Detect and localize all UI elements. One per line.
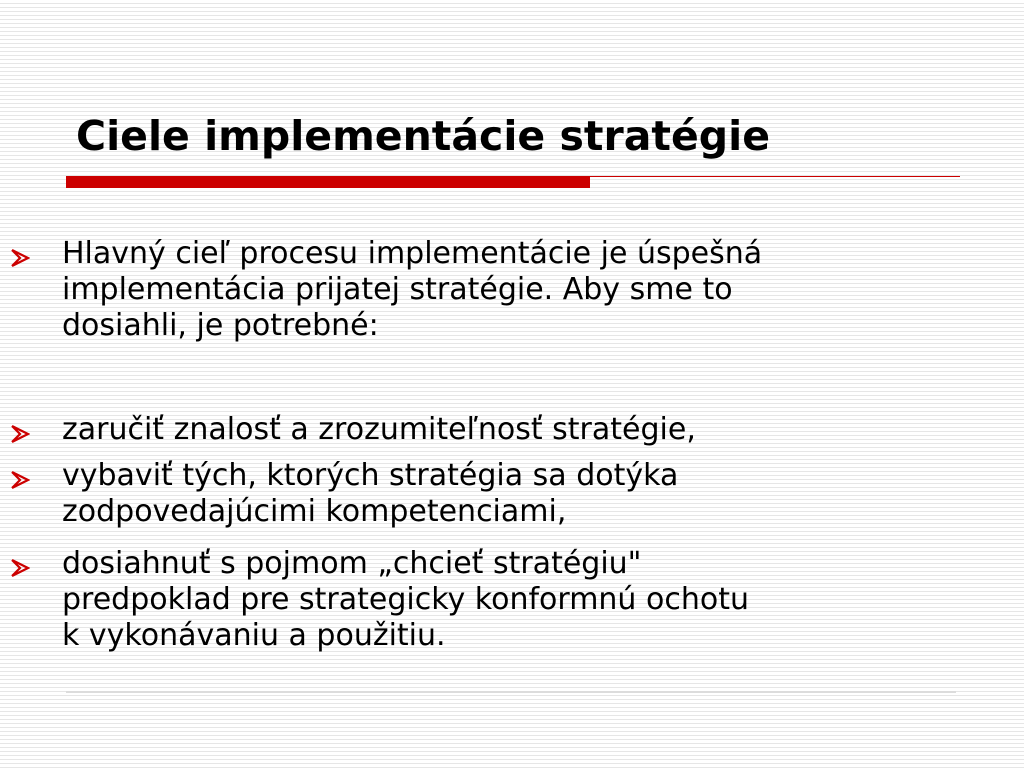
bullet-line: k vykonávaniu a použitiu. xyxy=(62,618,446,653)
footer-rule xyxy=(66,691,956,693)
bullet-line: predpoklad pre strategicky konformnú ochotu xyxy=(62,582,749,617)
bullet-text xyxy=(62,546,749,654)
bullet-line: vybaviť tých, ktorých stratégia sa dotýka xyxy=(62,458,679,493)
bullet-line: implementácia prijatej stratégie. Aby sme to xyxy=(62,272,733,307)
bullet-line: zaručiť znalosť a zrozumiteľnosť stratégie, xyxy=(62,412,696,447)
slide-title: Ciele implementácie stratégie xyxy=(76,112,770,160)
bullet-line: dosiahli, je potrebné: xyxy=(62,308,379,343)
arrowhead-bullet-icon xyxy=(10,424,30,444)
bullet-text xyxy=(62,458,678,530)
arrowhead-bullet-icon xyxy=(10,248,30,268)
title-underline-accent xyxy=(66,176,590,188)
arrowhead-bullet-icon xyxy=(10,558,30,578)
arrowhead-bullet-icon xyxy=(10,470,30,490)
bullet-line: Hlavný cieľ procesu implementácie je úspešná xyxy=(62,236,763,271)
bullet-text xyxy=(62,236,762,344)
bullet-line: dosiahnuť s pojmom „chcieť stratégiu" xyxy=(62,546,642,581)
title-underline-rule xyxy=(590,176,960,177)
bullet-text xyxy=(62,412,696,448)
bullet-line: zodpovedajúcimi kompetenciami, xyxy=(62,494,567,529)
